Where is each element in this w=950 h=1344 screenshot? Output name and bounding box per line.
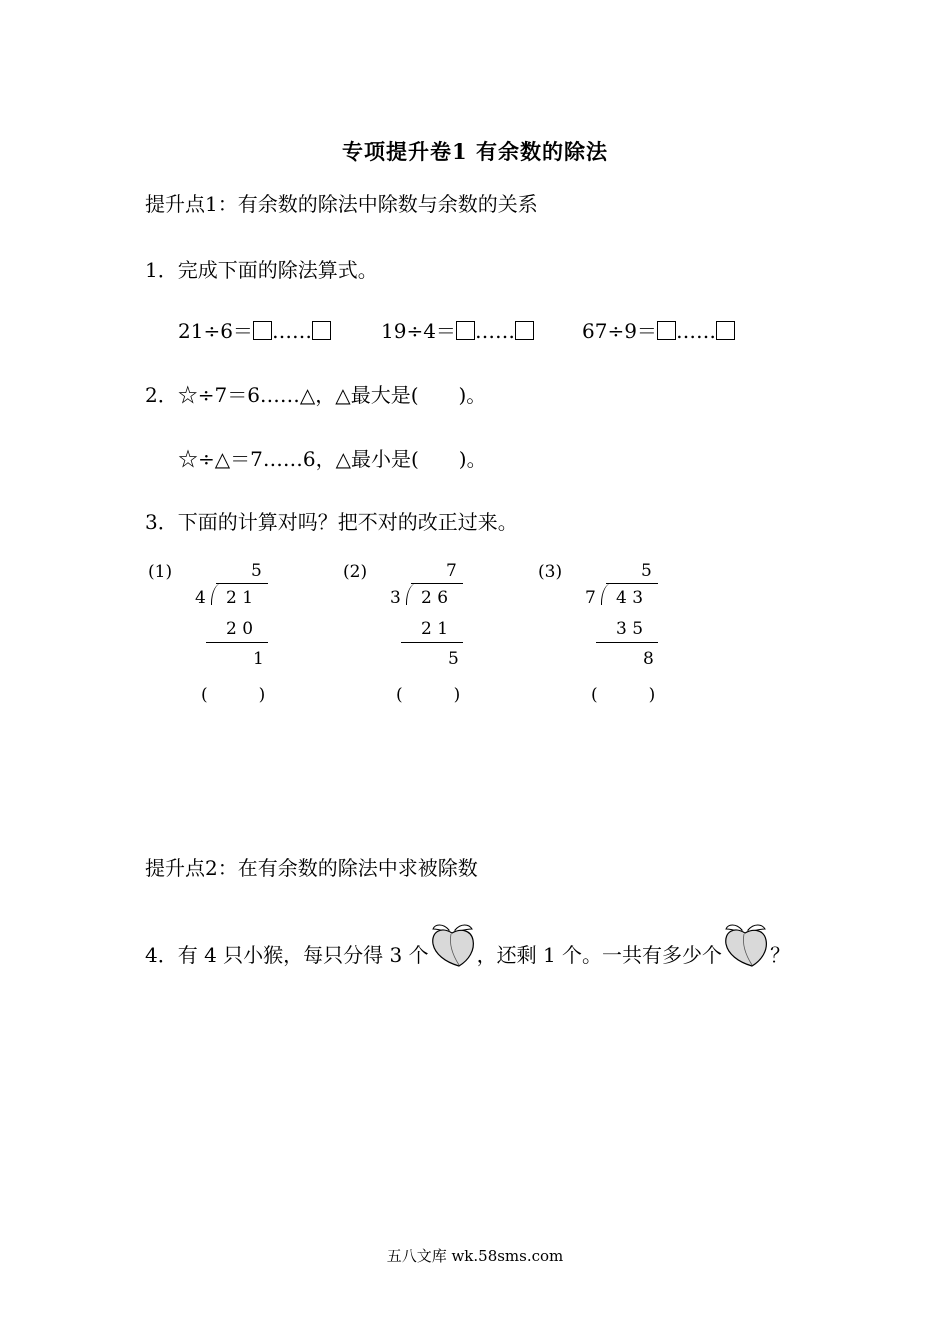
division-bracket xyxy=(601,583,612,605)
divisor: 3 xyxy=(390,588,401,608)
long-division-1 xyxy=(148,560,278,710)
ellipsis: …… xyxy=(675,319,716,343)
peach-icon xyxy=(429,920,477,970)
division-bar xyxy=(216,583,268,584)
product: 3 5 xyxy=(616,619,644,639)
quotient: 5 xyxy=(641,561,652,581)
page-title: 专项提升卷1 有余数的除法 xyxy=(342,139,608,164)
problem-label: (3) xyxy=(538,562,563,582)
equation-3-lhs: 67÷9＝ xyxy=(582,319,657,343)
division-bracket xyxy=(211,583,222,605)
quotient-answer-box[interactable] xyxy=(657,321,676,340)
question-3-stem: 3．下面的计算对吗？把不对的改正过来。 xyxy=(145,510,518,534)
dividend: 2 6 xyxy=(421,588,449,608)
quotient-answer-box[interactable] xyxy=(253,321,272,340)
question-4 xyxy=(145,920,790,970)
dividend: 2 1 xyxy=(226,588,254,608)
peach-icon xyxy=(722,920,770,970)
equation-1-lhs: 21÷6＝ xyxy=(178,319,253,343)
correction-blank[interactable]: ( ) xyxy=(591,685,656,705)
division-bar xyxy=(606,583,658,584)
divisor: 4 xyxy=(195,588,206,608)
remainder: 8 xyxy=(643,649,654,669)
correction-blank[interactable]: ( ) xyxy=(396,685,461,705)
question-4-part-2: ，还剩 1 个。一共有多少个 xyxy=(476,943,723,967)
quotient: 5 xyxy=(251,561,262,581)
ellipsis: …… xyxy=(271,319,312,343)
question-4-part-1: 4．有 4 只小猴，每只分得 3 个 xyxy=(145,943,429,967)
question-2-line-1: 2．☆÷7＝6……△，△最大是( )。 xyxy=(145,383,487,407)
quotient: 7 xyxy=(446,561,457,581)
footer-watermark: 五八文库 wk.58sms.com xyxy=(386,1247,564,1265)
remainder-answer-box[interactable] xyxy=(716,321,735,340)
equation-2 xyxy=(381,315,534,344)
dividend: 4 3 xyxy=(616,588,644,608)
product: 2 1 xyxy=(421,619,449,639)
remainder: 1 xyxy=(253,649,264,669)
equation-3 xyxy=(582,315,735,344)
long-division-2 xyxy=(343,560,473,710)
long-division-3 xyxy=(538,560,668,710)
subtraction-line xyxy=(401,642,463,643)
remainder-answer-box[interactable] xyxy=(312,321,331,340)
problem-label: (1) xyxy=(148,562,173,582)
remainder: 5 xyxy=(448,649,459,669)
ellipsis: …… xyxy=(474,319,515,343)
problem-label: (2) xyxy=(343,562,368,582)
quotient-answer-box[interactable] xyxy=(456,321,475,340)
subtraction-line xyxy=(206,642,268,643)
question-2-line-2: ☆÷△＝7……6，△最小是( )。 xyxy=(178,447,487,471)
division-bracket xyxy=(406,583,417,605)
correction-blank[interactable]: ( ) xyxy=(201,685,266,705)
section-heading-2: 提升点2：在有余数的除法中求被除数 xyxy=(145,856,478,880)
product: 2 0 xyxy=(226,619,254,639)
equation-1 xyxy=(178,315,331,344)
division-bar xyxy=(411,583,463,584)
equation-2-lhs: 19÷4＝ xyxy=(381,319,456,343)
section-heading-1: 提升点1：有余数的除法中除数与余数的关系 xyxy=(145,192,538,216)
divisor: 7 xyxy=(585,588,596,608)
remainder-answer-box[interactable] xyxy=(515,321,534,340)
subtraction-line xyxy=(596,642,658,643)
question-1-stem: 1．完成下面的除法算式。 xyxy=(145,258,378,282)
question-4-part-3: ？ xyxy=(770,943,791,967)
